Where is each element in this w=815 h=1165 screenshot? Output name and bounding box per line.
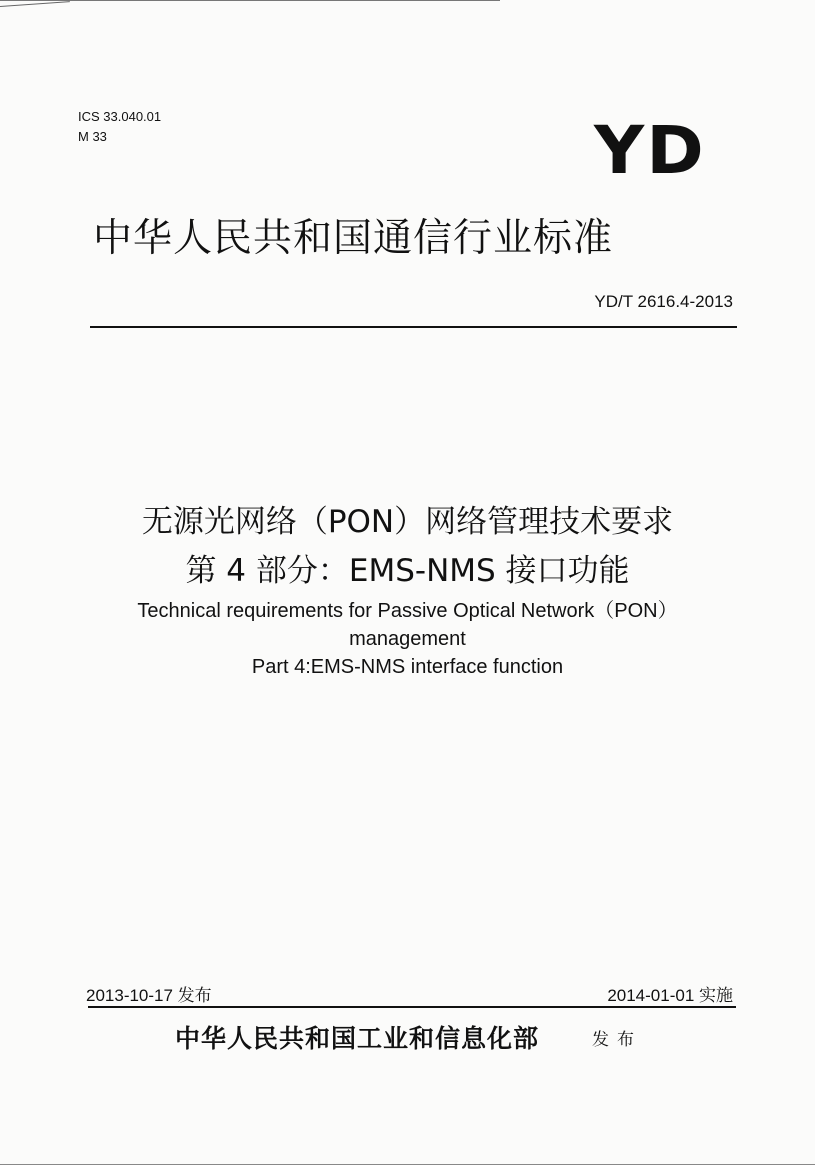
title-en-line3: Part 4:EMS-NMS interface function [251, 656, 564, 678]
scan-edge-corner [0, 1, 70, 7]
organization-title: 中华人民共和国通信行业标准 [93, 216, 614, 261]
issue-date: 2013-10-17 发布 [86, 986, 212, 1005]
ccs-code: M 33 [78, 129, 107, 144]
title-cn-line1: 无源光网络（PON）网络管理技术要求 [141, 504, 674, 540]
standard-number: YD/T 2616.4-2013 [594, 292, 733, 311]
title-cn-line2: 第 4 部分：EMS-NMS 接口功能 [185, 553, 630, 589]
yd-logo: YD [594, 112, 706, 189]
publisher-name: 中华人民共和国工业和信息化部 [175, 1024, 540, 1053]
header-divider [90, 326, 737, 328]
footer-divider [88, 1006, 736, 1008]
classification-codes [78, 107, 161, 147]
title-en [0, 597, 815, 681]
ics-code: ICS 33.040.01 [78, 109, 162, 124]
publish-label: 发布 [592, 1030, 642, 1050]
title-en-line1: Technical requirements for Passive Optical Network（PON） [137, 600, 678, 622]
implementation-date: 2014-01-01 实施 [607, 986, 733, 1005]
title-en-line2: management [349, 628, 466, 650]
scan-edge-top [0, 0, 500, 1]
